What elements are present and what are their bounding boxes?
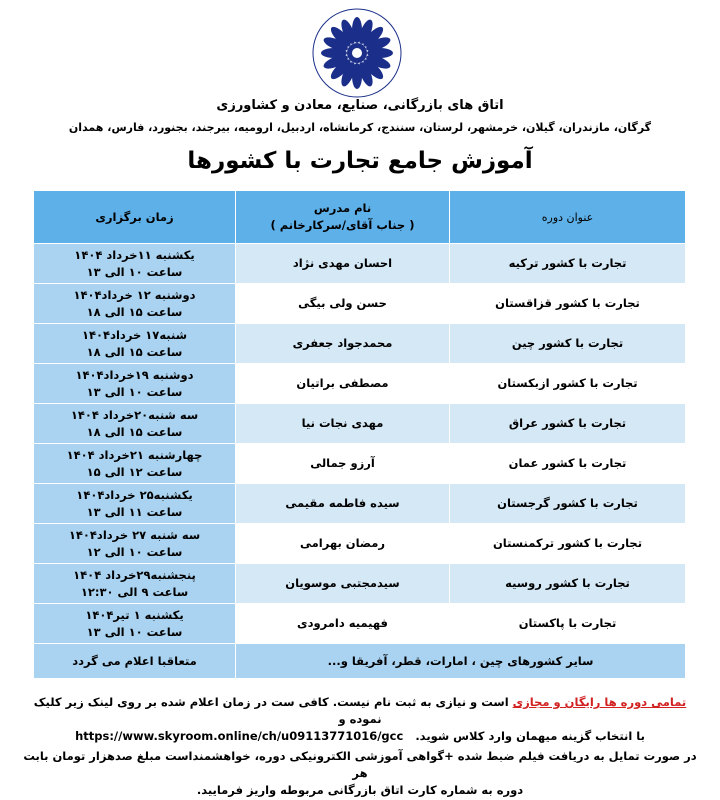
table-row <box>34 364 686 404</box>
table-header-row <box>34 191 686 244</box>
teacher-name-cell: احسان مهدی نژاد <box>236 244 450 284</box>
teacher-name-cell: سیده فاطمه مقیمی <box>236 484 450 524</box>
table-row <box>34 324 686 364</box>
schedule-time-cell <box>34 244 236 284</box>
column-header-time: زمان برگزاری <box>34 191 236 244</box>
certificate-notice <box>18 748 702 799</box>
table-row <box>34 404 686 444</box>
course-title-cell: تجارت با کشور عمان <box>450 444 686 484</box>
schedule-date: سه شنبه ۲۷ خرداد۱۴۰۴ <box>68 527 201 542</box>
course-title-cell: تجارت با کشور ازبکستان <box>450 364 686 404</box>
teacher-name-cell: فهیمیه دامرودی <box>236 604 450 644</box>
certificate-line-2: دوره به شماره کارت اتاق بازرگانی مربوطه واریز فرمایید. <box>196 783 524 797</box>
schedule-hours: ساعت ۱۰ الی ۱۳ <box>86 624 183 639</box>
footer-line-1 <box>18 694 702 728</box>
course-title-cell: تجارت با کشور قزاقستان <box>450 284 686 324</box>
table-row <box>34 564 686 604</box>
schedule-date: دوشنبه ۱۹خرداد۱۴۰۴ <box>75 367 194 382</box>
table-row <box>34 604 686 644</box>
organization-title: اتاق های بازرگانی، صنایع، معادن و کشاورزی <box>216 98 504 113</box>
course-title-cell: تجارت با پاکستان <box>450 604 686 644</box>
schedule-hours: ساعت ۱۰ الی ۱۳ <box>86 384 183 399</box>
schedule-hours: ساعت ۱۰ الی ۱۳ <box>86 264 183 279</box>
announcement-cell: متعاقبا اعلام می گردد <box>34 644 236 679</box>
column-header-teacher-subtitle: ( جناب آقای/سرکارخانم ) <box>270 218 415 232</box>
teacher-name-cell: آرزو جمالی <box>236 444 450 484</box>
teacher-name-cell: رمضان بهرامی <box>236 524 450 564</box>
schedule-time-cell <box>34 324 236 364</box>
table-row <box>34 524 686 564</box>
schedule-date: دوشنبه ۱۲ خرداد۱۴۰۴ <box>73 287 196 302</box>
column-header-course: عنوان دوره <box>450 191 686 244</box>
teacher-name-cell: سیدمجتبی موسویان <box>236 564 450 604</box>
table-row <box>34 444 686 484</box>
skyroom-link[interactable]: https://www.skyroom.online/ch/u09113771016/gcc <box>75 729 404 743</box>
schedule-date: شنبه۱۷ خرداد۱۴۰۴ <box>82 327 187 342</box>
footer-line-2-text: با انتخاب گزینه میهمان وارد کلاس شوید. <box>415 729 645 743</box>
schedule-time-cell <box>34 604 236 644</box>
course-title-cell: تجارت با کشور ترکمنستان <box>450 524 686 564</box>
schedule-time-cell <box>34 484 236 524</box>
course-title-cell: تجارت با کشور گرجستان <box>450 484 686 524</box>
table-row <box>34 284 686 324</box>
other-countries-cell: سایر کشورهای چین ، امارات، قطر، آفریقا و... <box>236 644 686 679</box>
schedule-date: یکشنبه ۱۱خرداد ۱۴۰۴ <box>74 247 195 262</box>
cities-list: گرگان، مازندران، گیلان، خرمشهر، لرستان، سنندج، کرمانشاه، اردبیل، ارومیه، بیرجند، بجنورد، فارس، همدان <box>68 121 652 134</box>
table-row <box>34 484 686 524</box>
schedule-hours: ساعت ۱۱ الی ۱۳ <box>86 504 183 519</box>
footer-line-1-rest: است و نیازی به ثبت نام نیست. کافی ست در زمان اعلام شده بر روی لینک زیر کلیک نموده و <box>33 695 513 726</box>
course-title-cell: تجارت با کشور چین <box>450 324 686 364</box>
free-courses-highlight: تمامی دوره ها رایگان و مجازی <box>512 695 687 709</box>
schedule-hours: ساعت ۱۵ الی ۱۸ <box>86 304 183 319</box>
schedule-hours: ساعت ۱۵ الی ۱۸ <box>86 344 183 359</box>
table-row-other-countries <box>34 644 686 679</box>
course-title-cell: تجارت با کشور ترکیه <box>450 244 686 284</box>
teacher-name-cell: حسن ولی بیگی <box>236 284 450 324</box>
schedule-table <box>33 190 686 679</box>
schedule-date: پنجشنبه۲۹خرداد ۱۴۰۴ <box>73 567 196 582</box>
chamber-of-commerce-logo-icon <box>310 6 404 100</box>
footer-line-2 <box>18 728 702 745</box>
certificate-line-1: در صورت تمایل به دریافت فیلم ضبط شده +گواهی آموزشی الکترونیکی دوره، خواهشمنداست مبلغ صدهزار تومان بابت هر <box>23 749 697 780</box>
schedule-date: چهارشنبه ۲۱خرداد ۱۴۰۴ <box>66 447 203 462</box>
schedule-time-cell <box>34 404 236 444</box>
schedule-date: یکشنبه۲۵ خرداد۱۴۰۴ <box>76 487 193 502</box>
teacher-name-cell: مهدی نجات نیا <box>236 404 450 444</box>
page-title: آموزش جامع تجارت با کشورها <box>187 148 533 174</box>
course-title-cell: تجارت با کشور روسیه <box>450 564 686 604</box>
teacher-name-cell: محمدجواد جعفری <box>236 324 450 364</box>
schedule-time-cell <box>34 284 236 324</box>
schedule-hours: ساعت ۹ الی ۱۲:۳۰ <box>80 584 189 599</box>
schedule-date: سه شنبه۲۰خرداد ۱۴۰۴ <box>70 407 199 422</box>
column-header-teacher-title: نام مدرس <box>313 201 372 215</box>
schedule-time-cell <box>34 364 236 404</box>
schedule-time-cell <box>34 524 236 564</box>
teacher-name-cell: مصطفی براتیان <box>236 364 450 404</box>
table-row <box>34 244 686 284</box>
schedule-hours: ساعت ۱۰ الی ۱۲ <box>86 544 183 559</box>
column-header-teacher <box>236 191 450 244</box>
schedule-time-cell <box>34 444 236 484</box>
schedule-date: یکشنبه ۱ تیر۱۴۰۴ <box>85 607 184 622</box>
course-title-cell: تجارت با کشور عراق <box>450 404 686 444</box>
schedule-time-cell <box>34 564 236 604</box>
schedule-hours: ساعت ۱۲ الی ۱۵ <box>86 464 183 479</box>
footer-notice <box>18 694 702 745</box>
schedule-hours: ساعت ۱۵ الی ۱۸ <box>86 424 183 439</box>
